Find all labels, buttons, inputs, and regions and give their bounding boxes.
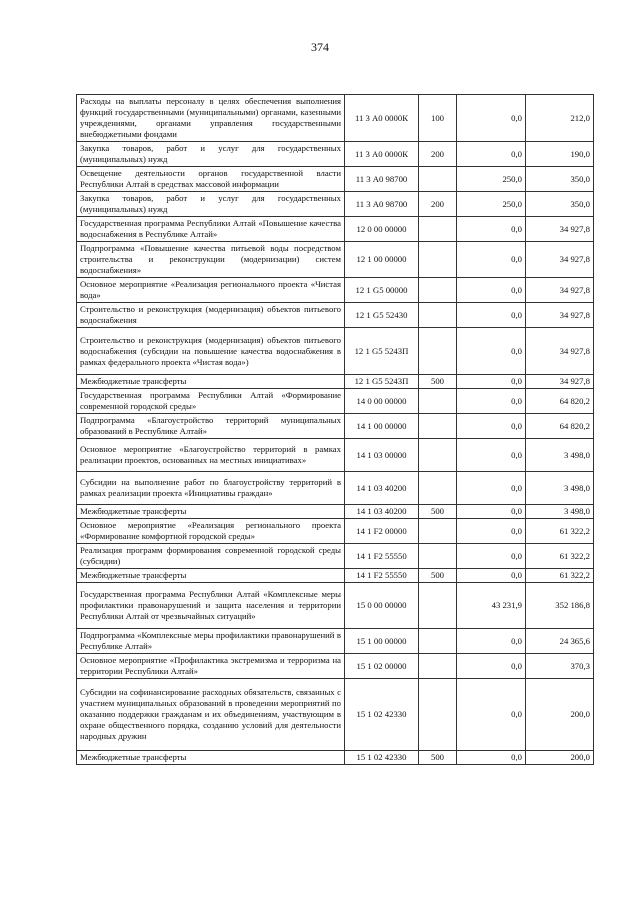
amount-2: 24 365,6 <box>526 629 594 654</box>
amount-2: 34 927,8 <box>526 328 594 375</box>
expense-type-code: 500 <box>419 375 457 389</box>
amount-2: 61 322,2 <box>526 569 594 583</box>
expense-type-code <box>419 167 457 192</box>
target-article-code: 11 3 А0 0000К <box>345 142 419 167</box>
amount-1: 0,0 <box>457 242 526 278</box>
table-row <box>77 192 594 217</box>
expense-type-code <box>419 328 457 375</box>
expense-type-code: 500 <box>419 569 457 583</box>
amount-1: 250,0 <box>457 167 526 192</box>
amount-1: 0,0 <box>457 328 526 375</box>
row-name: Государственная программа Республики Алтай «Повышение качества водоснабжения в Республике Алтай» <box>77 217 345 242</box>
amount-2: 212,0 <box>526 95 594 142</box>
row-name: Субсидии на софинансирование расходных обязательств, связанных с участием муниципальных образований в проведении мероприятий по оказанию поддержки гражданам и их объединениям, участвующим в охране общественного порядка, созданию условий для деятельности народных дружин <box>77 679 345 751</box>
expense-type-code: 100 <box>419 95 457 142</box>
amount-2: 64 820,2 <box>526 414 594 439</box>
target-article-code: 15 0 00 00000 <box>345 583 419 629</box>
amount-1: 0,0 <box>457 544 526 569</box>
table-row <box>77 569 594 583</box>
target-article-code: 14 1 F2 00000 <box>345 519 419 544</box>
page-number: 374 <box>311 40 329 54</box>
expense-type-code <box>419 414 457 439</box>
row-name: Государственная программа Республики Алтай «Формирование современной городской среды» <box>77 389 345 414</box>
row-name: Строительство и реконструкция (модернизация) объектов питьевого водоснабжения (субсидии на повышение качества водоснабжения в рамках федерального проекта «Чистая вода») <box>77 328 345 375</box>
amount-2: 34 927,8 <box>526 242 594 278</box>
expense-type-code <box>419 303 457 328</box>
amount-1: 0,0 <box>457 142 526 167</box>
amount-1: 0,0 <box>457 751 526 765</box>
table-row <box>77 303 594 328</box>
table-row <box>77 472 594 505</box>
table-row <box>77 505 594 519</box>
amount-1: 0,0 <box>457 217 526 242</box>
expense-type-code <box>419 544 457 569</box>
amount-2: 64 820,2 <box>526 389 594 414</box>
row-name: Межбюджетные трансферты <box>77 505 345 519</box>
row-name: Расходы на выплаты персоналу в целях обеспечения выполнения функций государственными (муниципальными) органами, казенными учреждениями, органами управления государственными внебюджетными фондами <box>77 95 345 142</box>
expense-type-code <box>419 583 457 629</box>
table-row <box>77 217 594 242</box>
amount-2: 34 927,8 <box>526 278 594 303</box>
amount-1: 0,0 <box>457 629 526 654</box>
target-article-code: 15 1 02 00000 <box>345 654 419 679</box>
expense-type-code <box>419 472 457 505</box>
target-article-code: 14 1 F2 55550 <box>345 569 419 583</box>
amount-1: 0,0 <box>457 505 526 519</box>
table-row <box>77 583 594 629</box>
target-article-code: 14 1 00 00000 <box>345 414 419 439</box>
row-name: Реализация программ формирования современной городской среды (субсидии) <box>77 544 345 569</box>
amount-2: 370,3 <box>526 654 594 679</box>
row-name: Основное мероприятие «Реализация регионального проекта «Формирование комфортной городской среды» <box>77 519 345 544</box>
expense-type-code: 200 <box>419 192 457 217</box>
amount-2: 350,0 <box>526 192 594 217</box>
amount-2: 350,0 <box>526 167 594 192</box>
target-article-code: 12 0 00 00000 <box>345 217 419 242</box>
amount-2: 190,0 <box>526 142 594 167</box>
expense-type-code <box>419 629 457 654</box>
budget-table <box>76 94 594 765</box>
table-row <box>77 95 594 142</box>
expense-type-code <box>419 242 457 278</box>
table-row <box>77 679 594 751</box>
row-name: Подпрограмма «Повышение качества питьевой воды посредством строительства и реконструкции (модернизации) систем водоснабжения» <box>77 242 345 278</box>
row-name: Закупка товаров, работ и услуг для государственных (муниципальных) нужд <box>77 192 345 217</box>
target-article-code: 12 1 G5 00000 <box>345 278 419 303</box>
amount-1: 250,0 <box>457 192 526 217</box>
table-row <box>77 751 594 765</box>
amount-2: 200,0 <box>526 679 594 751</box>
amount-1: 0,0 <box>457 472 526 505</box>
amount-1: 43 231,9 <box>457 583 526 629</box>
amount-1: 0,0 <box>457 278 526 303</box>
budget-table-body <box>77 95 594 765</box>
expense-type-code <box>419 679 457 751</box>
target-article-code: 14 1 03 00000 <box>345 439 419 472</box>
amount-1: 0,0 <box>457 375 526 389</box>
table-row <box>77 167 594 192</box>
table-row <box>77 439 594 472</box>
table-row <box>77 654 594 679</box>
table-row <box>77 414 594 439</box>
target-article-code: 11 3 А0 98700 <box>345 192 419 217</box>
expense-type-code <box>419 439 457 472</box>
target-article-code: 14 1 03 40200 <box>345 472 419 505</box>
target-article-code: 12 1 G5 5243П <box>345 328 419 375</box>
amount-2: 200,0 <box>526 751 594 765</box>
amount-1: 0,0 <box>457 654 526 679</box>
amount-1: 0,0 <box>457 303 526 328</box>
amount-2: 34 927,8 <box>526 303 594 328</box>
table-row <box>77 375 594 389</box>
expense-type-code <box>419 654 457 679</box>
row-name: Освещение деятельности органов государственной власти Республики Алтай в средствах массовой информации <box>77 167 345 192</box>
row-name: Межбюджетные трансферты <box>77 375 345 389</box>
table-row <box>77 544 594 569</box>
target-article-code: 12 1 G5 5243П <box>345 375 419 389</box>
target-article-code: 12 1 G5 52430 <box>345 303 419 328</box>
expense-type-code <box>419 217 457 242</box>
expense-type-code <box>419 519 457 544</box>
table-row <box>77 328 594 375</box>
row-name: Межбюджетные трансферты <box>77 751 345 765</box>
row-name: Основное мероприятие «Профилактика экстремизма и терроризма на территории Республики Алтай» <box>77 654 345 679</box>
amount-2: 3 498,0 <box>526 439 594 472</box>
row-name: Государственная программа Республики Алтай «Комплексные меры профилактики правонарушений и защита населения и территории Республики Алтай от чрезвычайных ситуаций» <box>77 583 345 629</box>
amount-1: 0,0 <box>457 679 526 751</box>
amount-1: 0,0 <box>457 95 526 142</box>
target-article-code: 14 0 00 00000 <box>345 389 419 414</box>
amount-2: 34 927,8 <box>526 217 594 242</box>
amount-2: 34 927,8 <box>526 375 594 389</box>
amount-2: 61 322,2 <box>526 519 594 544</box>
row-name: Основное мероприятие «Благоустройство территорий в рамках реализации проектов, основанных на местных инициативах» <box>77 439 345 472</box>
target-article-code: 14 1 F2 55550 <box>345 544 419 569</box>
amount-1: 0,0 <box>457 389 526 414</box>
expense-type-code: 200 <box>419 142 457 167</box>
amount-2: 3 498,0 <box>526 472 594 505</box>
table-row <box>77 389 594 414</box>
target-article-code: 11 3 А0 0000К <box>345 95 419 142</box>
table-row <box>77 519 594 544</box>
target-article-code: 15 1 02 42330 <box>345 679 419 751</box>
target-article-code: 12 1 00 00000 <box>345 242 419 278</box>
target-article-code: 15 1 00 00000 <box>345 629 419 654</box>
target-article-code: 15 1 02 42330 <box>345 751 419 765</box>
amount-1: 0,0 <box>457 414 526 439</box>
expense-type-code: 500 <box>419 505 457 519</box>
table-row <box>77 142 594 167</box>
amount-1: 0,0 <box>457 519 526 544</box>
amount-2: 61 322,2 <box>526 544 594 569</box>
table-row <box>77 242 594 278</box>
expense-type-code <box>419 389 457 414</box>
row-name: Подпрограмма «Благоустройство территорий муниципальных образований в Республике Алтай» <box>77 414 345 439</box>
amount-2: 352 186,8 <box>526 583 594 629</box>
target-article-code: 11 3 А0 98700 <box>345 167 419 192</box>
row-name: Строительство и реконструкция (модернизация) объектов питьевого водоснабжения <box>77 303 345 328</box>
amount-1: 0,0 <box>457 439 526 472</box>
row-name: Закупка товаров, работ и услуг для государственных (муниципальных) нужд <box>77 142 345 167</box>
row-name: Подпрограмма «Комплексные меры профилактики правонарушений в Республике Алтай» <box>77 629 345 654</box>
row-name: Межбюджетные трансферты <box>77 569 345 583</box>
table-row <box>77 278 594 303</box>
amount-1: 0,0 <box>457 569 526 583</box>
amount-2: 3 498,0 <box>526 505 594 519</box>
row-name: Субсидии на выполнение работ по благоустройству территорий в рамках реализации проекта «Инициативы граждан» <box>77 472 345 505</box>
target-article-code: 14 1 03 40200 <box>345 505 419 519</box>
row-name: Основное мероприятие «Реализация регионального проекта «Чистая вода» <box>77 278 345 303</box>
expense-type-code: 500 <box>419 751 457 765</box>
expense-type-code <box>419 278 457 303</box>
table-row <box>77 629 594 654</box>
